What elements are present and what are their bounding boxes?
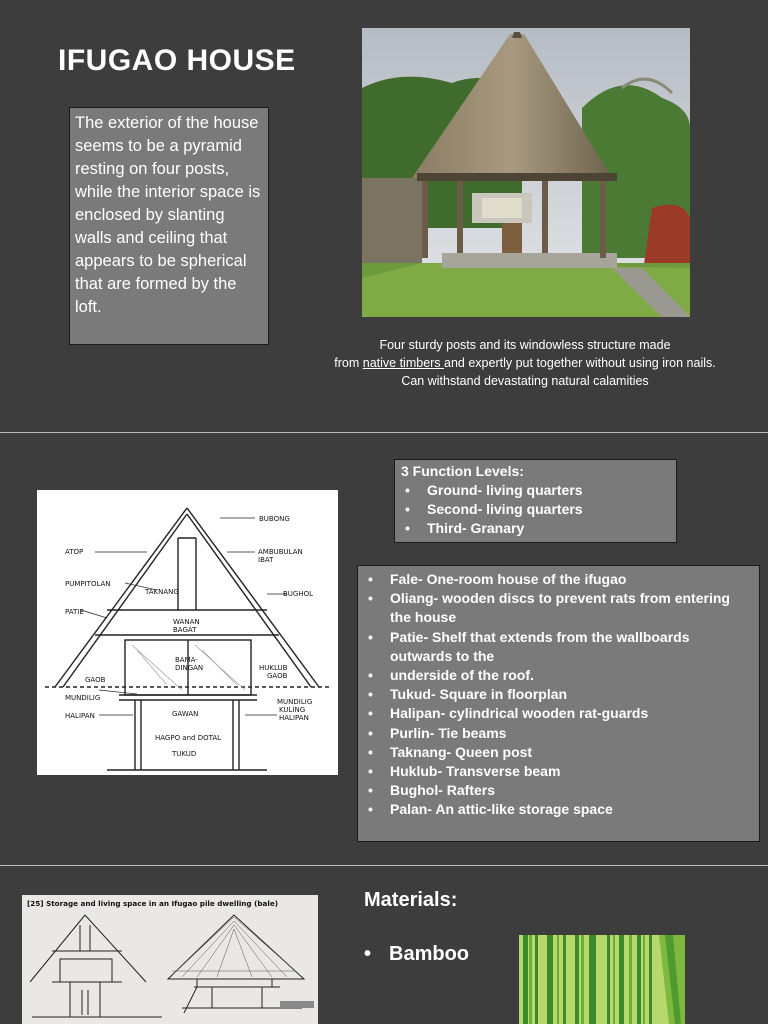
diagram-label-tukud: TUKUD bbox=[172, 750, 197, 758]
diagram-label-mundilig-right: MUNDILIG bbox=[277, 698, 313, 706]
pile-caption: [25] Storage and living space in an Ifugao pile dwelling (bale) bbox=[27, 899, 278, 908]
pile-dwelling-diagram bbox=[22, 895, 318, 1024]
diagram-label-mundilig: MUNDILIG bbox=[65, 694, 101, 702]
materials-heading: Materials: bbox=[364, 889, 458, 911]
materials-item-label: Bamboo bbox=[389, 943, 470, 965]
page-title: IFUGAO HOUSE bbox=[58, 44, 296, 77]
diagram-label-ibat: IBAT bbox=[258, 556, 274, 564]
list-item: • underside of the roof. bbox=[364, 666, 753, 685]
parts-list bbox=[364, 570, 753, 820]
list-item: • Second- living quarters bbox=[401, 500, 670, 519]
diagram-label-hagpo: HAGPO and DOTAL bbox=[155, 734, 222, 742]
list-item: • Purlin- Tie beams bbox=[364, 724, 753, 743]
caption-line-3: Can withstand devastating natural calamities bbox=[401, 374, 649, 388]
diagram-label-wanan: WANAN bbox=[173, 618, 200, 626]
list-item: • Oliang- wooden discs to prevent rats from entering the house bbox=[364, 589, 753, 627]
diagram-label-kuling: KULING bbox=[279, 706, 306, 714]
diagram-label-patie: PATIE bbox=[65, 608, 84, 616]
diagram-label-ambubulan: AMBUBULAN bbox=[258, 548, 303, 556]
function-levels-box bbox=[394, 459, 677, 543]
list-item: • Patie- Shelf that extends from the wallboards outwards to the bbox=[364, 628, 753, 666]
diagram-label-gaob-right: GAOB bbox=[267, 672, 288, 680]
list-item: • Third- Granary bbox=[401, 519, 670, 538]
diagram-label-atop: ATOP bbox=[65, 548, 84, 556]
section-divider bbox=[0, 865, 768, 866]
bamboo-photo bbox=[519, 935, 685, 1024]
levels-list bbox=[401, 481, 670, 538]
diagram-label-halipan-right: HALIPAN bbox=[279, 714, 309, 722]
diagram-label-huklub: HUKLUB bbox=[259, 664, 288, 672]
intro-text-box bbox=[69, 107, 269, 345]
caption-line-1: Four sturdy posts and its windowless structure made bbox=[379, 338, 671, 352]
caption-prefix: from bbox=[334, 356, 363, 370]
intro-text: The exterior of the house seems to be a pyramid resting on four posts, while the interior space is enclosed by slanting walls and ceiling that appears to be spherical that are formed by the loft. bbox=[75, 114, 261, 316]
list-item: • Bughol- Rafters bbox=[364, 781, 753, 800]
diagram-label-taknang: TAKNANG bbox=[145, 588, 179, 596]
list-item: • Tukud- Square in floorplan bbox=[364, 685, 753, 704]
list-item: • Halipan- cylindrical wooden rat-guards bbox=[364, 704, 753, 723]
diagram-label-bubong: BUBONG bbox=[259, 515, 290, 523]
list-item: • Ground- living quarters bbox=[401, 481, 670, 500]
materials-list-item: • Bamboo bbox=[364, 943, 470, 965]
ifugao-house-photo bbox=[362, 28, 690, 317]
diagram-label-bama: BAMA- bbox=[175, 656, 198, 664]
diagram-label-halipan: HALIPAN bbox=[65, 712, 95, 720]
list-item: • Taknang- Queen post bbox=[364, 743, 753, 762]
list-item: • Palan- An attic-like storage space bbox=[364, 800, 753, 819]
house-cross-section-diagram bbox=[37, 490, 338, 775]
diagram-label-gaob: GAOB bbox=[85, 676, 106, 684]
list-item: • Huklub- Transverse beam bbox=[364, 762, 753, 781]
section-divider bbox=[0, 432, 768, 433]
diagram-label-bagat: BAGAT bbox=[173, 626, 197, 634]
photo-caption bbox=[290, 336, 760, 390]
levels-heading: 3 Function Levels: bbox=[401, 463, 524, 479]
diagram-label-dingan: DINGAN bbox=[175, 664, 204, 672]
diagram-label-bughol: BUGHOL bbox=[283, 590, 314, 598]
native-timbers-link[interactable]: native timbers bbox=[362, 356, 445, 370]
list-item: • Fale- One-room house of the ifugao bbox=[364, 570, 753, 589]
diagram-label-pumpitolan: PUMPITOLAN bbox=[65, 580, 111, 588]
house-parts-box bbox=[357, 565, 760, 842]
caption-suffix: and expertly put together without using iron nails. bbox=[444, 356, 716, 370]
caption-line-2 bbox=[290, 354, 760, 372]
diagram-label-gawan: GAWAN bbox=[172, 710, 199, 718]
